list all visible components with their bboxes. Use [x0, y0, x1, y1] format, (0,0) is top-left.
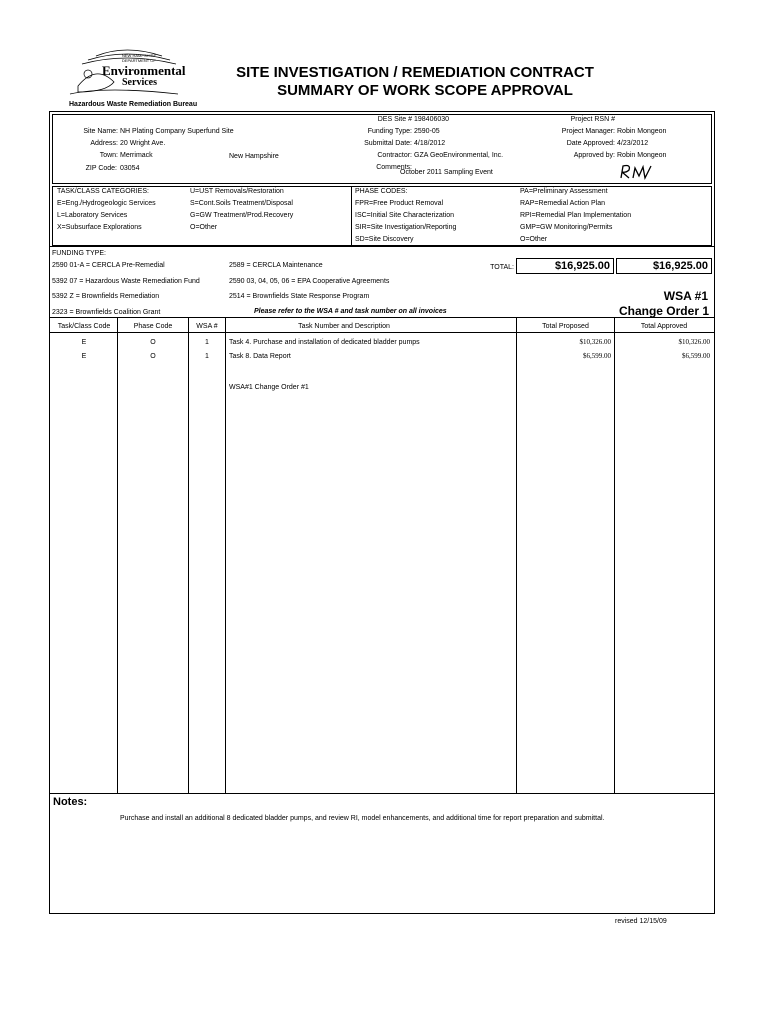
invoice-note: Please refer to the WSA # and task number on all invoices [254, 308, 447, 315]
approved-by-label: Approved by: [573, 152, 615, 159]
contractor-label: Contractor: [377, 152, 412, 159]
des-value: 198406030 [414, 116, 450, 123]
site-name-label: Site Name: [83, 128, 118, 135]
project-rsn-label: Project RSN # [570, 116, 615, 123]
cell-wsa: 1 [205, 353, 209, 360]
cell-wsa: 1 [205, 339, 209, 346]
notes-text: Purchase and install an additional 8 dedicated bladder pumps, and review RI, model enhancements, and additional time for report preparation and submittal. [120, 815, 605, 822]
funding-code-1: 2590 03, 04, 05, 06 = EPA Cooperative Agreements [229, 277, 390, 285]
category-item-2: G=GW Treatment/Prod.Recovery [190, 212, 294, 219]
phase-code-item-4: SD=Site Discovery [355, 236, 414, 243]
site-name-value: NH Plating Company Superfund Site [120, 128, 234, 135]
project-manager-label: Project Manager: [561, 128, 615, 135]
logo-name-line2: Services [122, 77, 157, 88]
cell-phase: O [150, 339, 156, 346]
cell-approved: $10,326.00 [678, 338, 710, 346]
bureau-name: Hazardous Waste Remediation Bureau [69, 101, 198, 108]
col-divider-5 [614, 317, 615, 793]
category-item-3: X=Subsurface Explorations [57, 224, 142, 231]
category-item-1: E=Eng./Hydrogeologic Services [57, 200, 156, 207]
category-item-0: TASK/CLASS CATEGORIES: [57, 188, 149, 195]
phase-code-item-3: SIR=Site Investigation/Reporting [355, 224, 457, 231]
site-info-box [52, 114, 712, 184]
cell-phase: O [150, 353, 156, 360]
cell-proposed: $6,599.00 [583, 352, 611, 360]
project-manager-value: Robin Mongeon [617, 128, 667, 135]
page-title-line1: SITE INVESTIGATION / REMEDIATION CONTRACT [236, 64, 594, 81]
notes-label: Notes: [53, 796, 88, 808]
funding-code-1: 5392 07 = Hazardous Waste Remediation Fund [52, 277, 200, 285]
comments-value: October 2011 Sampling Event [400, 169, 493, 176]
funding-type-value: 2590-05 [414, 128, 440, 135]
funding-code-0: 2589 = CERCLA Maintenance [229, 262, 323, 269]
col-divider-1 [117, 317, 118, 793]
wsa-number: WSA #1 [663, 289, 708, 303]
town-label: Town: [99, 152, 118, 159]
zip-label: ZIP Code: [85, 165, 117, 172]
revised-date: revised 12/15/09 [615, 918, 667, 925]
funding-code-2: 2514 = Brownfields State Response Program [229, 293, 370, 300]
header-task-class-code: Task/Class Code [57, 323, 111, 330]
table-note-line: WSA#1 Change Order #1 [229, 384, 309, 391]
date-approved-label: Date Approved: [566, 140, 615, 147]
category-item-3: O=Other [190, 224, 218, 231]
comments-label: Comments: [376, 164, 412, 171]
col-divider-4 [516, 317, 517, 793]
header-task-description: Task Number and Description [298, 323, 390, 330]
total-proposed-box: $16,925.00 [516, 258, 614, 274]
des-label: DES Site # [377, 116, 412, 123]
phase-code-item-3: GMP=GW Monitoring/Permits [520, 224, 613, 231]
phase-code-item-0: PHASE CODES: [355, 188, 408, 195]
page-title-line2: SUMMARY OF WORK SCOPE APPROVAL [277, 82, 573, 99]
col-divider-3 [225, 317, 226, 793]
funding-type-heading: FUNDING TYPE: [52, 250, 106, 257]
change-order: Change Order 1 [618, 304, 709, 318]
total-label: TOTAL: [490, 264, 514, 271]
cell-approved: $6,599.00 [682, 352, 710, 360]
cell-desc: Task 4. Purchase and installation of dedicated bladder pumps [229, 339, 420, 346]
zip-value: 03054 [120, 165, 140, 172]
des-logo [66, 46, 184, 98]
funding-top-rule [50, 246, 714, 247]
state-value: New Hampshire [229, 153, 279, 160]
phase-code-item-0: PA=Preliminary Assessment [520, 188, 608, 195]
cell-desc: Task 8. Data Report [229, 353, 291, 360]
header-phase-code: Phase Code [133, 323, 173, 330]
phase-code-item-1: FPR=Free Product Removal [355, 200, 444, 207]
phase-code-item-2: ISC=Initial Site Characterization [355, 212, 455, 219]
total-approved-box: $16,925.00 [616, 258, 712, 274]
col-divider-2 [188, 317, 189, 793]
approver-signature [617, 162, 657, 182]
categories-divider [351, 186, 352, 246]
funding-code-3: 2323 = Brownfields Coalition Grant [52, 308, 161, 316]
phase-code-item-4: O=Other [520, 236, 548, 243]
category-item-1: S=Cont.Soils Treatment/Disposal [190, 200, 293, 207]
address-label: Address: [90, 140, 118, 147]
logo-state-line2: DEPARTMENT OF [122, 58, 156, 63]
address-value: 20 Wright Ave. [120, 140, 166, 147]
logo-name-line1: Environmental [102, 63, 186, 78]
contractor-value: GZA GeoEnvironmental, Inc. [414, 152, 504, 159]
funding-code-0: 2590 01-A = CERCLA Pre-Remedial [52, 262, 165, 269]
category-item-2: L=Laboratory Services [57, 212, 128, 219]
cell-code: E [81, 339, 87, 346]
submittal-date-value: 4/18/2012 [414, 140, 446, 147]
cell-code: E [81, 353, 87, 360]
funding-code-2: 5392 Z = Brownfields Remediation [52, 293, 160, 300]
date-approved-value: 4/23/2012 [617, 140, 649, 147]
funding-type-label: Funding Type: [367, 128, 412, 135]
submittal-date-label: Submittal Date: [364, 140, 412, 147]
approved-by-value: Robin Mongeon [617, 152, 667, 159]
header-total-approved: Total Approved [640, 323, 688, 330]
header-total-proposed: Total Proposed [542, 323, 589, 330]
header-wsa-number: WSA # [196, 323, 218, 330]
phase-code-item-1: RAP=Remedial Action Plan [520, 200, 606, 207]
town-value: Merrimack [120, 152, 153, 159]
notes-top-rule [50, 793, 714, 794]
category-item-0: U=UST Removals/Restoration [190, 188, 284, 195]
cell-proposed: $10,326.00 [579, 338, 611, 346]
phase-code-item-2: RPI=Remedial Plan Implementation [520, 212, 632, 219]
logo-state-line1: NEW HAMPSHIRE [122, 53, 157, 58]
